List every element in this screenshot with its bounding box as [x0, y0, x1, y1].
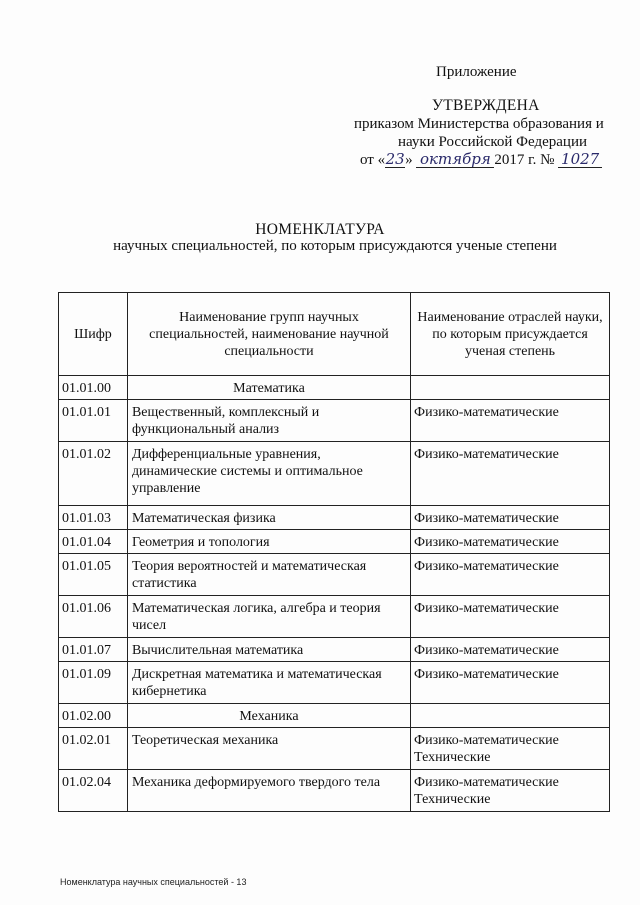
cell-code: 01.01.01 — [59, 400, 128, 442]
order-issuer-line1: приказом Министерства образования и — [354, 116, 604, 132]
cell-code: 01.01.03 — [59, 506, 128, 530]
group-row — [59, 704, 610, 728]
table-row — [59, 400, 610, 442]
cell-name: Математическая физика — [127, 506, 410, 530]
cell-group-name: Механика — [127, 704, 410, 728]
table-row — [59, 662, 610, 704]
appendix-label: Приложение — [436, 64, 517, 80]
table-row — [59, 596, 610, 638]
group-row — [59, 376, 610, 400]
table-row — [59, 770, 610, 812]
table-row — [59, 638, 610, 662]
document-title: НОМЕНКЛАТУРА — [255, 221, 385, 238]
page-footer: Номенклатура научных специальностей - 13 — [60, 877, 247, 887]
table-row — [59, 442, 610, 506]
date-year: 2017 г. № — [494, 152, 555, 168]
cell-code: 01.01.05 — [59, 554, 128, 596]
table-row — [59, 728, 610, 770]
nomenclature-table — [58, 292, 610, 812]
cell-code: 01.01.02 — [59, 442, 128, 506]
order-issuer-line2: науки Российской Федерации — [398, 134, 588, 150]
cell-name: Геометрия и топология — [127, 530, 410, 554]
table-header-row — [59, 293, 610, 376]
handwritten-day: 23 — [385, 150, 405, 168]
cell-name: Математическая логика, алгебра и теория чисел — [127, 596, 410, 638]
cell-branch: Физико-математические Технические — [411, 728, 610, 770]
cell-branch: Физико-математические — [411, 442, 610, 506]
cell-branch: Физико-математические — [411, 554, 610, 596]
handwritten-order-number: 1027 — [558, 152, 602, 168]
cell-code: 01.02.04 — [59, 770, 128, 812]
cell-name: Теория вероятностей и математическая статистика — [127, 554, 410, 596]
table-body — [59, 376, 610, 812]
date-prefix: от « — [360, 152, 386, 168]
cell-name: Теоретическая механика — [127, 728, 410, 770]
cell-branch — [411, 376, 610, 400]
cell-branch: Физико-математические — [411, 530, 610, 554]
table-row — [59, 530, 610, 554]
cell-branch: Физико-математические — [411, 506, 610, 530]
cell-code: 01.01.04 — [59, 530, 128, 554]
date-mid: » — [405, 152, 413, 168]
cell-branch: Физико-математические — [411, 596, 610, 638]
cell-branch — [411, 704, 610, 728]
cell-name: Дифференциальные уравнения, динамические системы и оптимальное управление — [127, 442, 410, 506]
cell-group-name: Математика — [127, 376, 410, 400]
header-name: Наименование групп научных специальностей, наименование научной специальности — [127, 293, 410, 376]
cell-branch: Физико-математические — [411, 662, 610, 704]
table-row — [59, 554, 610, 596]
order-date-line — [360, 152, 602, 169]
cell-code: 01.02.01 — [59, 728, 128, 770]
cell-code: 01.01.00 — [59, 376, 128, 400]
cell-code: 01.02.00 — [59, 704, 128, 728]
approved-label: УТВЕРЖДЕНА — [432, 97, 540, 114]
document-subtitle: научных специальностей, по которым присуждаются ученые степени — [113, 238, 557, 254]
cell-branch: Физико-математические — [411, 400, 610, 442]
cell-code: 01.01.07 — [59, 638, 128, 662]
header-branch: Наименование отраслей науки, по которым присуждается ученая степень — [411, 293, 610, 376]
header-code: Шифр — [59, 293, 128, 376]
cell-name: Дискретная математика и математическая кибернетика — [127, 662, 410, 704]
cell-code: 01.01.09 — [59, 662, 128, 704]
handwritten-month: октября — [416, 152, 494, 168]
cell-code: 01.01.06 — [59, 596, 128, 638]
cell-name: Вычислительная математика — [127, 638, 410, 662]
cell-name: Вещественный, комплексный и функциональный анализ — [127, 400, 410, 442]
table-row — [59, 506, 610, 530]
cell-branch: Физико-математические — [411, 638, 610, 662]
cell-name: Механика деформируемого твердого тела — [127, 770, 410, 812]
cell-branch: Физико-математические Технические — [411, 770, 610, 812]
